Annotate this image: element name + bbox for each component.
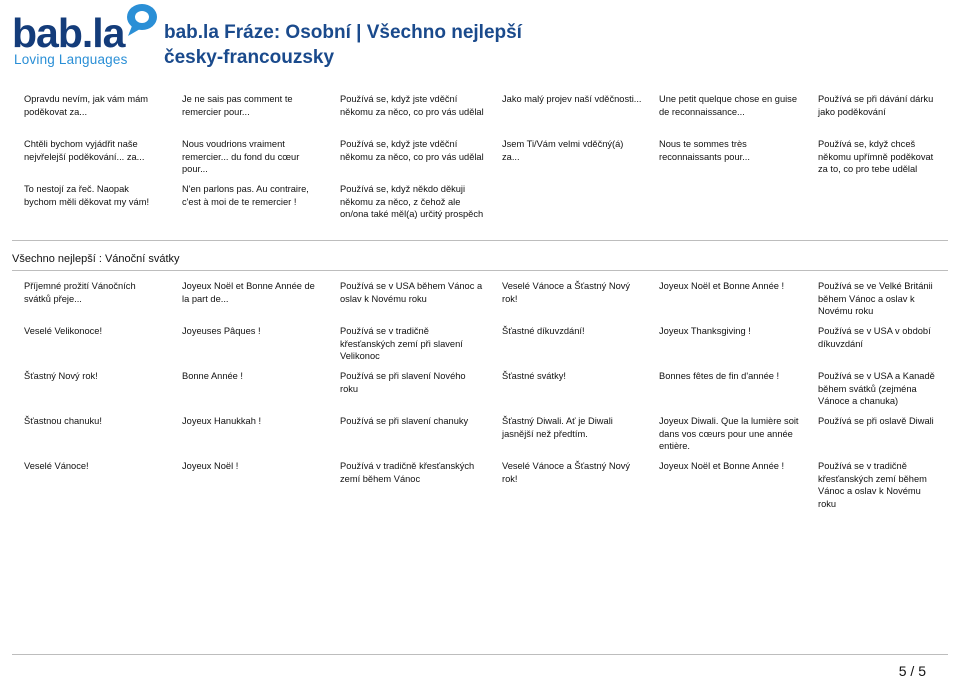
phrase-czech: Veselé Vánoce a Šťastný Nový rok! xyxy=(502,461,631,484)
page-title: bab.la Fráze: Osobní | Všechno nejlepší česky-francouzsky xyxy=(164,22,522,68)
phrase-usage: Používá se v tradičně křesťanských zemí během Vánoc a oslav k Novému roku xyxy=(818,461,927,509)
phrase-usage: Používá se, když chceš někomu upřímně poděkovat za to, co pro tebe udělal xyxy=(818,139,934,175)
phrase-french: Joyeux Noël et Bonne Année de la part de... xyxy=(182,281,315,304)
phrase-czech: Jako malý projev naší vděčnosti... xyxy=(502,94,642,104)
phrase-french: Nous te sommes très reconnaissants pour... xyxy=(659,139,750,162)
phrase-usage: Používá se při slavení chanuky xyxy=(340,416,469,426)
phrase-czech: Veselé Vánoce a Šťastný Nový rok! xyxy=(502,281,631,304)
phrase-french: Joyeux Hanukkah ! xyxy=(182,416,262,426)
phrase-french: Je ne sais pas comment te remercier pour... xyxy=(182,94,293,117)
page-number: 5 / 5 xyxy=(898,663,926,679)
phrase-french: Bonnes fêtes de fin d'année ! xyxy=(659,371,780,381)
phrase-french: N'en parlons pas. Au contraire, c'est à moi de te remercier ! xyxy=(182,184,309,207)
phrase-czech: Opravdu nevím, jak vám mám poděkovat za... xyxy=(24,94,148,117)
phrase-czech: To nestojí za řeč. Naopak bychom měli děkovat my vám! xyxy=(24,184,150,207)
phrase-czech: Šťastné díkuvzdání! xyxy=(502,326,585,336)
phrase-french: Joyeux Noël ! xyxy=(182,461,239,471)
phrase-czech: Šťastný Diwali. Ať je Diwali jasnější než předtím. xyxy=(502,416,613,439)
phrase-usage: Používá se v USA v období díkuvzdání xyxy=(818,326,931,349)
speech-bubble-icon xyxy=(120,2,160,46)
phrase-french: Une petit quelque chose en guise de reconnaissance... xyxy=(659,94,798,117)
divider xyxy=(12,240,948,241)
phrase-usage: Používá se ve Velké Británii během Vánoc a oslav k Novému roku xyxy=(818,281,933,317)
phrase-czech: Chtěli bychom vyjádřit naše nejvřelejší poděkování... za... xyxy=(24,139,145,162)
babla-logo[interactable] xyxy=(12,2,162,70)
phrase-french: Joyeux Noël et Bonne Année ! xyxy=(659,461,785,471)
phrase-czech: Šťastné svátky! xyxy=(502,371,566,381)
phrase-usage: Používá se při slavení Nového roku xyxy=(340,371,466,394)
phrase-usage: Používá se, když jste vděční někomu za něco, co pro vás udělal xyxy=(340,139,484,162)
section-heading: Všechno nejlepší : Vánoční svátky xyxy=(12,253,180,265)
logo-wordmark: bab.la xyxy=(12,10,125,56)
divider xyxy=(12,270,948,271)
phrase-usage: Používá se v tradičně křesťanských zemí při slavení Velikonoc xyxy=(340,326,463,362)
phrase-usage: Používá se, když někdo děkuji někomu za něco, z čehož ale on/ona také měl(a) určitý prospěch xyxy=(340,184,484,220)
phrase-french: Joyeuses Pâques ! xyxy=(182,326,261,336)
phrase-french: Bonne Année ! xyxy=(182,371,244,381)
phrase-french: Nous voudrions vraiment remercier... du fond du cœur pour... xyxy=(182,139,300,175)
phrase-czech: Veselé Vánoce! xyxy=(24,461,89,471)
phrase-usage: Používá se při dávání dárku jako poděkování xyxy=(818,94,934,117)
phrase-french: Joyeux Noël et Bonne Année ! xyxy=(659,281,785,291)
phrase-french: Joyeux Diwali. Que la lumière soit dans vos cœurs pour une année entière. xyxy=(659,416,799,452)
phrase-usage: Používá v tradičně křesťanských zemí během Vánoc xyxy=(340,461,475,484)
phrase-usage: Používá se při oslavě Diwali xyxy=(818,416,934,426)
phrase-czech: Veselé Velikonoce! xyxy=(24,326,103,336)
phrase-czech: Šťastnou chanuku! xyxy=(24,416,102,426)
phrase-czech: Jsem Ti/Vám velmi vděčný(á) za... xyxy=(502,139,624,162)
footer-divider xyxy=(12,654,948,655)
page-header xyxy=(12,0,952,72)
phrase-czech: Šťastný Nový rok! xyxy=(24,371,98,381)
phrase-french: Joyeux Thanksgiving ! xyxy=(659,326,751,336)
phrase-czech: Příjemné prožití Vánočních svátků přeje... xyxy=(24,281,136,304)
phrase-usage: Používá se, když jste vděční někomu za něco, co pro vás udělal xyxy=(340,94,484,117)
logo-tagline: Loving Languages xyxy=(14,52,128,67)
phrase-usage: Používá se v USA a Kanadě během svátků (zejména Vánoce a chanuka) xyxy=(818,371,935,407)
phrase-usage: Používá se v USA během Vánoc a oslav k Novému roku xyxy=(340,281,483,304)
